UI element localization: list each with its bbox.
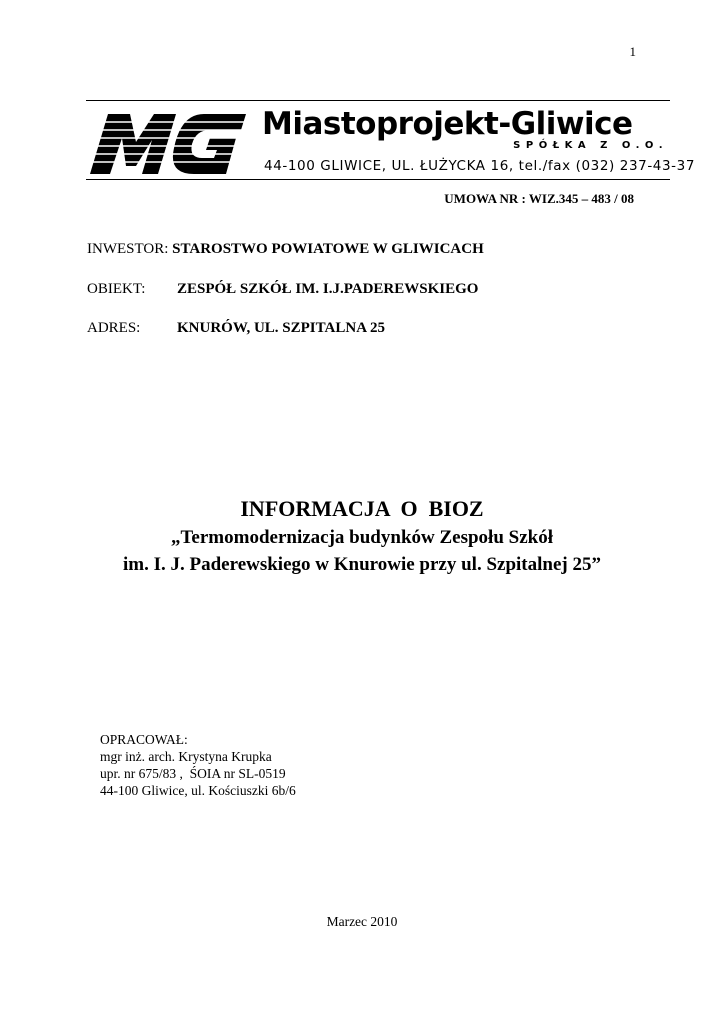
investor-row [87,241,484,258]
object-value: ZESPÓŁ SZKÓŁ IM. I.J.PADEREWSKIEGO [177,281,479,297]
document-title: INFORMACJA O BIOZ [240,496,484,521]
address-value: KNURÓW, UL. SZPITALNA 25 [177,320,385,336]
mg-logo [86,108,256,174]
document-date: Marzec 2010 [326,914,398,929]
letterhead-bottom-rule [86,179,670,180]
object-row [87,281,479,298]
letterhead [86,100,696,180]
subtitle-line-1: „Termomodernizacja budynków Zespołu Szkół [171,527,553,548]
document-subtitle [0,524,724,578]
investor-label: INWESTOR: [87,241,169,257]
object-label: OBIEKT: [87,281,146,297]
author-license: upr. nr 675/83 , ŚOIA nr SL-0519 [100,766,286,781]
author-address: 44-100 Gliwice, ul. Kościuszki 6b/6 [100,783,296,798]
address-label: ADRES: [87,320,141,336]
address-row [87,320,385,337]
investor-value: STAROSTWO POWIATOWE W GLIWICACH [172,241,484,257]
author-heading: OPRACOWAŁ: [100,732,188,747]
company-address: 44-100 GLIWICE, UL. ŁUŻYCKA 16, tel./fax (032) 237-43-37 [264,158,696,174]
company-name: Miastoprojekt-Gliwice [262,106,633,142]
author-block [100,731,296,799]
author-name: mgr inż. arch. Krystyna Krupka [100,749,272,764]
letterhead-top-rule [86,100,670,101]
company-legal-form: SPÓŁKA Z O.O. [513,140,668,151]
subtitle-line-2: im. I. J. Paderewskiego w Knurowie przy ul. Szpitalnej 25” [123,554,601,575]
page-number: 1 [629,44,636,59]
contract-number: UMOWA NR : WIZ.345 – 483 / 08 [444,191,634,206]
